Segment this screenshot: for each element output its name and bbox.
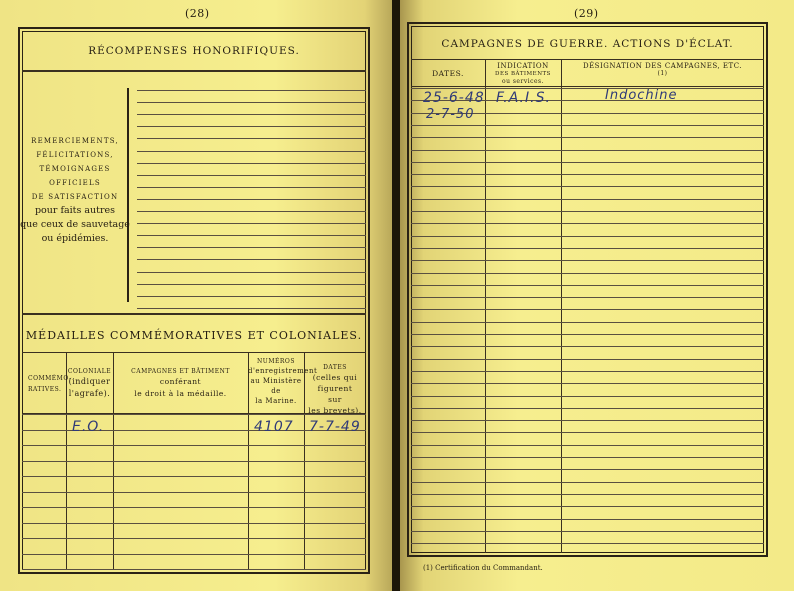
col-header-dates: DATES. bbox=[432, 69, 464, 78]
ruled-line bbox=[22, 445, 366, 446]
col-header-text: au Ministère bbox=[250, 377, 302, 385]
ruled-line bbox=[411, 420, 764, 421]
col-header-indication bbox=[485, 62, 561, 86]
ruled-line bbox=[137, 114, 366, 115]
handwritten-date-from: 25-6-48 bbox=[423, 90, 485, 106]
medailles-title: MÉDAILLES COMMÉMORATIVES ET COLONIALES. bbox=[25, 329, 363, 342]
footnote: (1) Certification du Commandant. bbox=[423, 564, 543, 572]
ruled-line bbox=[411, 396, 764, 397]
col-header-campagnes bbox=[113, 368, 248, 400]
col-header-text: d'enregistrement bbox=[248, 367, 318, 375]
ruled-line bbox=[137, 187, 366, 188]
ruled-line bbox=[137, 284, 366, 285]
ruled-line bbox=[411, 334, 764, 335]
col-header-text: NUMÉROS bbox=[257, 358, 295, 365]
sidebar-label bbox=[20, 134, 130, 246]
ruled-lines-campagnes bbox=[411, 88, 764, 553]
ruled-line bbox=[411, 543, 764, 544]
handwritten-date: 7-7-49 bbox=[309, 419, 361, 435]
col-header-text: sur bbox=[328, 395, 342, 404]
ruled-lines-medailles bbox=[22, 414, 366, 570]
section-divider bbox=[22, 313, 366, 315]
col-header-text: DATES bbox=[323, 364, 347, 371]
ruled-line bbox=[22, 461, 366, 462]
recompenses-title: RÉCOMPENSES HONORIFIQUES. bbox=[88, 45, 300, 57]
ruled-line bbox=[137, 223, 366, 224]
ruled-line bbox=[411, 346, 764, 347]
ruled-line bbox=[137, 308, 366, 309]
ruled-line bbox=[411, 383, 764, 384]
ruled-line bbox=[22, 507, 366, 508]
ruled-line bbox=[411, 125, 764, 126]
handwritten-designation: Indochine bbox=[605, 88, 678, 103]
ruled-line bbox=[137, 138, 366, 139]
sidebar-line: ou épidémies. bbox=[41, 233, 109, 244]
ruled-line bbox=[411, 457, 764, 458]
sidebar-line: pour faits autres bbox=[34, 205, 116, 216]
ruled-line bbox=[411, 285, 764, 286]
ruled-line bbox=[411, 174, 764, 175]
col-header-numeros bbox=[248, 358, 318, 406]
ruled-line bbox=[411, 309, 764, 310]
ruled-line bbox=[22, 538, 366, 539]
title-divider bbox=[411, 59, 764, 60]
col-header-text: CAMPAGNES ET BÂTIMENT bbox=[131, 368, 230, 375]
ruled-line bbox=[411, 445, 764, 446]
ruled-line bbox=[411, 273, 764, 274]
ruled-line bbox=[22, 569, 366, 570]
handwritten-numero: 4107 bbox=[254, 419, 294, 435]
ruled-line bbox=[411, 150, 764, 151]
ruled-line bbox=[411, 408, 764, 409]
col-header-text: les brevets). bbox=[308, 406, 362, 415]
campagnes-title: CAMPAGNES DE GUERRE. ACTIONS D'ÉCLAT. bbox=[441, 38, 734, 50]
ruled-line bbox=[411, 137, 764, 138]
sidebar-line: FÉLICITATIONS, bbox=[36, 151, 114, 159]
col-header-text: de bbox=[271, 387, 281, 395]
ruled-line bbox=[411, 236, 764, 237]
ruled-line bbox=[411, 531, 764, 532]
page-number-right: (29) bbox=[574, 7, 599, 20]
ruled-line bbox=[137, 272, 366, 273]
ruled-line bbox=[411, 432, 764, 433]
ruled-line bbox=[411, 186, 764, 187]
handwritten-coloniale: E.O. bbox=[72, 419, 105, 435]
sidebar-line: DE SATISFACTION bbox=[31, 193, 119, 201]
col-header-text: (1) bbox=[657, 70, 668, 77]
sidebar-line: OFFICIELS bbox=[49, 179, 101, 187]
ruled-line bbox=[22, 414, 366, 415]
ruled-line bbox=[137, 175, 366, 176]
col-header-designation bbox=[561, 62, 764, 78]
ruled-line bbox=[411, 359, 764, 360]
col-header-coloniale bbox=[66, 368, 113, 400]
ruled-line bbox=[137, 90, 366, 91]
col-header-text: la Marine. bbox=[255, 397, 297, 405]
ruled-line bbox=[411, 494, 764, 495]
col-header-commemoratives bbox=[22, 373, 72, 395]
ruled-line bbox=[411, 248, 764, 249]
ruled-line bbox=[137, 102, 366, 103]
col-header-text: (celles qui figurent bbox=[312, 373, 358, 393]
ruled-line bbox=[137, 296, 366, 297]
left-page bbox=[0, 0, 392, 591]
ruled-line bbox=[137, 211, 366, 212]
col-header-text: l'agrafe). bbox=[68, 389, 111, 398]
sidebar-line: REMERCIEMENTS, bbox=[31, 137, 119, 145]
ruled-line bbox=[411, 199, 764, 200]
ruled-line bbox=[22, 476, 366, 477]
ruled-line bbox=[411, 519, 764, 520]
ruled-line bbox=[137, 247, 366, 248]
col-header-text: DÉSIGNATION DES CAMPAGNES, ETC. bbox=[582, 62, 743, 70]
col-header-text: (indiquer bbox=[68, 377, 111, 386]
sidebar-line: que ceux de sauvetage bbox=[20, 219, 130, 230]
page-number-left: (28) bbox=[185, 7, 210, 20]
col-header-text: COLONIALE bbox=[67, 368, 112, 375]
col-header-text: le droit à la médaille. bbox=[134, 389, 227, 398]
col-header-text: COMMÉMO-RATIVES. bbox=[28, 375, 72, 393]
col-header-text: ou services. bbox=[501, 78, 545, 85]
ruled-line bbox=[411, 371, 764, 372]
ruled-line bbox=[411, 322, 764, 323]
right-page bbox=[400, 0, 794, 591]
col-header-text: conférant bbox=[159, 377, 202, 386]
ruled-line bbox=[411, 297, 764, 298]
ruled-line bbox=[411, 260, 764, 261]
ruled-line bbox=[411, 162, 764, 163]
ruled-line bbox=[22, 492, 366, 493]
ruled-line bbox=[137, 163, 366, 164]
ruled-line bbox=[411, 469, 764, 470]
ruled-lines-recompenses bbox=[137, 90, 366, 308]
ruled-line bbox=[22, 523, 366, 524]
ruled-line bbox=[137, 126, 366, 127]
ruled-line bbox=[411, 88, 764, 89]
col-header-text: INDICATION bbox=[497, 62, 549, 70]
sidebar-line: TÉMOIGNAGES bbox=[39, 165, 111, 173]
ruled-line bbox=[411, 482, 764, 483]
header-bottom-line bbox=[411, 86, 764, 87]
handwritten-batiment: F.A.I.S. bbox=[496, 90, 551, 106]
col-header-dates bbox=[304, 364, 366, 416]
ruled-line bbox=[137, 151, 366, 152]
ruled-line bbox=[22, 554, 366, 555]
title-divider bbox=[22, 70, 366, 72]
ruled-line bbox=[137, 235, 366, 236]
ruled-line bbox=[137, 259, 366, 260]
ruled-line bbox=[411, 211, 764, 212]
ruled-line bbox=[411, 506, 764, 507]
ruled-line bbox=[411, 223, 764, 224]
header-top-line bbox=[22, 352, 366, 353]
col-header-text: DES BÂTIMENTS bbox=[495, 71, 551, 77]
handwritten-date-to: 2-7-50 bbox=[426, 107, 475, 122]
ruled-line bbox=[137, 199, 366, 200]
